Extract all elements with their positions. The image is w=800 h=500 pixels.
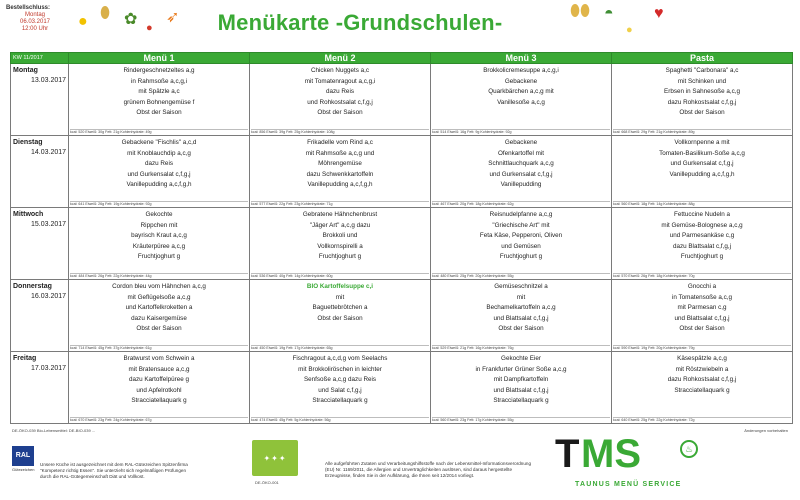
day-row	[11, 64, 793, 136]
dish-line: Vollkornpenne a mit	[674, 139, 730, 146]
dessert-line: Vanillepudding a,c,f,g,h	[307, 181, 373, 188]
dish-line: in Frankfurter Grüner Soße a,c,g	[475, 365, 567, 373]
dish-line: in Tomatensoße a,c,g	[671, 293, 733, 301]
menu-cell	[250, 64, 431, 136]
changes-reserved-note: Änderungen vorbehalten	[744, 428, 788, 433]
dish-line: dazu Rohkostsalat c,f,g,j	[667, 376, 737, 383]
column-header: Menü 1	[69, 53, 250, 64]
dish-line: mit Tomatenragout a,c,g,i	[304, 77, 376, 85]
dish-line: mit	[335, 293, 345, 301]
day-date: 14.03.2017	[31, 149, 67, 156]
dish-line: Bechamelkartoffeln a,c,g	[486, 304, 556, 311]
dessert-line: Stracciatellaquark g	[674, 386, 730, 394]
dessert-line: Fruchtjoghurt g	[680, 253, 724, 260]
dish-line: Vollkornspirelli a	[317, 242, 363, 250]
menu-cell	[431, 136, 612, 208]
brand-logo	[555, 432, 675, 480]
dish-description	[612, 352, 792, 406]
dish-line: und Salat c,f,g,j	[318, 386, 362, 394]
dish-line: mit Rahmsoße a,c,g und	[305, 149, 375, 157]
menu-cell	[612, 352, 793, 424]
dessert-line: Stracciatellaquark g	[312, 397, 368, 404]
cabbage-icon: ✿	[124, 11, 138, 28]
menu-cell	[250, 208, 431, 280]
column-header: Pasta	[612, 53, 793, 64]
dish-line: Möhrengemüse	[318, 160, 362, 167]
dish-description	[250, 136, 430, 201]
dish-line: Rindergeschnetzeltes a,g	[123, 67, 195, 74]
dish-description	[69, 208, 249, 273]
day-row	[11, 280, 793, 352]
day-name: Mittwoch	[13, 211, 44, 218]
menu-cell	[612, 208, 793, 280]
dish-description	[250, 64, 430, 129]
organic-control-note: DE-ÖKO-039 Bio-Lebensmittel: DE-BIO-039 ...	[12, 428, 96, 433]
dish-line: dazu Reis	[144, 160, 173, 167]
dish-line: bayrisch Kraut a,c,g	[131, 232, 187, 239]
menu-cell	[250, 352, 431, 424]
dish-line: mit Knoblauchdip a,c,g	[127, 149, 191, 157]
nutrition-info: kcal: 560 Eiweiß: 23g Fett: 17g Kohlenhydrate: 55g	[432, 417, 610, 423]
dish-description	[69, 280, 249, 345]
dish-description	[69, 352, 249, 417]
dish-line: mit Bratensauce a,c,g	[128, 365, 190, 373]
dish-line: Feta Käse, Pepperoni, Oliven	[479, 232, 563, 239]
dessert-line: Obst der Saison	[679, 109, 725, 116]
menu-cell	[69, 352, 250, 424]
deadline-day: Montag	[24, 12, 45, 18]
dish-line: Brokkoli und	[322, 232, 358, 239]
dish-line: Reisnudelpfanne a,c,g	[489, 211, 553, 218]
deadline-date: 06.03.2017	[19, 19, 51, 25]
nutrition-info: kcal: 467 Eiweiß: 20g Fett: 18g Kohlenhydrate: 62g	[432, 201, 610, 207]
dish-line: Fettuccine Nudeln a	[673, 211, 730, 218]
dish-line: Cordon bleu vom Hähnchen a,c,g	[112, 283, 206, 290]
potato-icon: ⬮	[100, 5, 111, 22]
dish-line: "Griechische Art" mit	[492, 221, 550, 229]
dish-description	[69, 64, 249, 129]
menu-cell	[69, 208, 250, 280]
dish-description	[250, 280, 430, 334]
day-row	[11, 136, 793, 208]
dish-line: dazu Schwenkkartoffeln	[306, 170, 374, 178]
dessert-line: Obst der Saison	[136, 109, 182, 116]
dish-line: und Rohkostsalat c,f,g,j	[307, 98, 373, 106]
dessert-line: Obst der Saison	[136, 325, 182, 332]
day-cell	[11, 280, 69, 352]
dish-line: und Blattsalat c,f,g,j	[674, 314, 730, 322]
dish-line: Chicken Nuggets a,c	[310, 67, 370, 74]
dish-line: dazu Kaisergemüse	[131, 314, 187, 322]
dessert-line: Obst der Saison	[317, 314, 363, 322]
dish-line: dazu Blattsalat c,f,g,j	[672, 242, 732, 250]
bio-control-code: DE-ÖKO-001	[255, 480, 279, 485]
dish-line: Baguettebrötchen a	[312, 304, 368, 311]
dessert-line: Vanillepudding a,c,f,g,h	[669, 170, 735, 178]
dish-line: Erbsen in Sahnesoße a,c,g	[664, 88, 740, 95]
week-label: KW 11/2017	[11, 53, 69, 64]
dish-line: "Jäger Art" a,c,g dazu	[309, 221, 371, 229]
dish-description	[250, 208, 430, 273]
menu-cell	[612, 280, 793, 352]
menu-cell	[250, 280, 431, 352]
dish-line: dazu Reis	[325, 88, 354, 95]
dessert-line: Fruchtjoghurt g	[499, 253, 543, 260]
dish-line: BIO Kartoffelsuppe c,i	[306, 283, 374, 290]
dish-line: mit Schinken und	[677, 77, 727, 85]
nutrition-info: kcal: 520 Eiweiß: 30g Fett: 21g Kohlenhydrate: 49g	[70, 129, 248, 135]
dish-line: Gebackene "Fischlis" a,c,d	[121, 139, 197, 146]
nutrition-info: kcal: 668 Eiweiß: 29g Fett: 21g Kohlenhydrate: 89g	[613, 129, 791, 135]
day-name: Dienstag	[13, 139, 43, 146]
salad-bowl-icon: ◓	[604, 5, 614, 22]
nutrition-info: kcal: 450 Eiweiß: 19g Fett: 17g Kohlenhydrate: 65g	[251, 345, 429, 351]
dessert-line: Obst der Saison	[317, 109, 363, 116]
eu-leaf-icon: ✦✦✦	[263, 453, 287, 463]
dish-line: und Blattsalat c,f,g,j	[493, 314, 549, 322]
nutrition-info: kcal: 641 Eiweiß: 26g Fett: 19g Kohlenhydrate: 92g	[70, 201, 248, 207]
dish-line: mit Röstzwiebeln a	[675, 365, 729, 373]
nutrition-info: kcal: 856 Eiweiß: 39g Fett: 25g Kohlenhydrate: 108g	[251, 129, 429, 135]
dish-line: Quarkbärchen a,c,g mit	[488, 88, 554, 95]
dish-line: Gebackene	[504, 139, 538, 146]
dish-description	[250, 352, 430, 417]
tomato-icon: ●	[146, 22, 153, 34]
brand-letters-ms: MS	[581, 432, 641, 476]
allergen-disclaimer: Alle aufgeführten Zutaten und Verarbeitungshilfsstoffe nach der Lebensmittel-Informationsverordnung (EU) Nr. 1169/2011, die Allergien und Unverträglichkeiten auslösen, sind daraus hergestellte Erzeugnisse, finden Sie in der Aufklärung, die Ihnen seit 12/2014 vorliegt.	[325, 461, 531, 478]
onion-icon: ●	[626, 24, 633, 36]
dessert-line: Vanillepudding a,c,f,g,h	[126, 181, 192, 188]
dessert-line: Fruchtjoghurt g	[137, 253, 181, 260]
ral-logo-sub: Gütezeichen	[12, 467, 35, 472]
dish-line: mit Geflügelsoße a,c,g	[127, 293, 191, 301]
pepper-icon: ♥	[654, 5, 664, 22]
ral-logo: RAL	[12, 446, 34, 466]
nutrition-info: kcal: 480 Eiweiß: 25g Fett: 20g Kohlenhydrate: 55g	[432, 273, 610, 279]
dish-line: in Rahmsoße a,c,g,i	[131, 77, 187, 85]
day-row	[11, 208, 793, 280]
day-date: 15.03.2017	[31, 221, 67, 228]
nutrition-info: kcal: 474 Eiweiß: 45g Fett: 5g Kohlenhydrate: 56g	[251, 417, 429, 423]
carrot-icon: ➶	[166, 9, 180, 26]
day-date: 13.03.2017	[31, 77, 67, 84]
brand-letter-t: T	[555, 432, 580, 476]
day-date: 17.03.2017	[31, 365, 67, 372]
eu-organic-logo	[252, 440, 298, 476]
menu-cell	[69, 136, 250, 208]
day-name: Freitag	[13, 355, 37, 362]
day-cell	[11, 352, 69, 424]
dish-description	[431, 136, 611, 201]
dish-description	[612, 208, 792, 273]
nutrition-info: kcal: 570 Eiweiß: 26g Fett: 18g Kohlenhydrate: 70g	[613, 273, 791, 279]
deadline-time: 12:00 Uhr	[21, 26, 49, 32]
day-cell	[11, 208, 69, 280]
dish-line: dazu Kartoffelpüree g	[128, 376, 190, 383]
dish-line: Bratwurst vom Schwein a	[123, 355, 195, 362]
dish-line: mit Gemüse-Bolognese a,c,g	[661, 221, 743, 229]
menu-cell	[69, 280, 250, 352]
dish-line: und Blattsalat c,f,g,j	[493, 386, 549, 394]
nutrition-info: kcal: 670 Eiweiß: 23g Fett: 24g Kohlenhydrate: 67g	[70, 417, 248, 423]
table-header-row	[11, 53, 793, 64]
dish-line: mit	[516, 293, 526, 301]
dish-description	[431, 64, 611, 118]
dessert-line: Stracciatellaquark g	[131, 397, 187, 404]
dessert-line: Obst der Saison	[679, 325, 725, 332]
dessert-line: Fruchtjoghurt g	[318, 253, 362, 260]
column-header: Menü 3	[431, 53, 612, 64]
nutrition-info: kcal: 714 Eiweiß: 45g Fett: 37g Kohlenhydrate: 61g	[70, 345, 248, 351]
order-deadline	[6, 5, 64, 33]
day-date: 16.03.2017	[31, 293, 67, 300]
day-cell	[11, 64, 69, 136]
dish-description	[612, 280, 792, 345]
dish-line: Gekochte Eier	[501, 355, 541, 362]
menu-cell	[431, 352, 612, 424]
dish-line: Schnittlauchquark a,c,g	[488, 160, 554, 167]
dish-line: Käsespätzle a,c,g	[677, 355, 727, 362]
nutrition-info: kcal: 514 Eiweiß: 16g Fett: 9g Kohlenhydrate: 92g	[432, 129, 610, 135]
dish-line: Senfsoße a,c,g dazu Reis	[303, 376, 377, 383]
day-row	[11, 352, 793, 424]
day-name: Montag	[13, 67, 38, 74]
dish-line: und Gurkensalat c,f,g,j	[670, 160, 734, 167]
dish-line: Vanillesoße a,c,g	[497, 98, 545, 106]
dish-line: Gekochte	[145, 211, 173, 218]
nutrition-info: kcal: 560 Eiweiß: 18g Fett: 14g Kohlenhydrate: 88g	[613, 201, 791, 207]
dish-line: und Gemüsen	[501, 242, 541, 250]
menu-cell	[612, 64, 793, 136]
nutrition-info: kcal: 484 Eiweiß: 26g Fett: 22g Kohlenhydrate: 44g	[70, 273, 248, 279]
dish-description	[69, 136, 249, 201]
dish-line: und Parmesankäse c,g	[669, 232, 735, 239]
menu-cell	[612, 136, 793, 208]
menu-table	[10, 52, 793, 424]
lemon-icon: ●	[78, 13, 88, 30]
dish-line: Gebackene	[504, 77, 538, 85]
page-title: Menükarte -Grundschulen-	[217, 10, 503, 35]
menu-cell	[431, 64, 612, 136]
menu-cell	[431, 208, 612, 280]
deadline-heading: Bestellschluss:	[6, 5, 51, 11]
dish-line: Tomaten-Basilikum-Soße a,c,g	[659, 149, 745, 157]
dish-description	[612, 64, 792, 129]
dish-line: Fischragout a,c,d,g vom Seelachs	[292, 355, 388, 362]
potatoes-icon: ⬮⬮	[570, 3, 591, 20]
dish-line: Kräuterpüree a,c,g	[132, 242, 186, 250]
menu-cell	[69, 64, 250, 136]
dish-line: mit Parmesan c,g	[677, 304, 727, 311]
nutrition-info: kcal: 536 Eiweiß: 40g Fett: 14g Kohlenhydrate: 60g	[251, 273, 429, 279]
dish-line: Spaghetti "Carbonara" a,c	[665, 67, 739, 74]
dish-line: grünem Bohnengemüse f	[123, 98, 195, 106]
dessert-line: Vanillepudding	[500, 181, 542, 188]
dish-line: dazu Rohkostsalat c,f,g,j	[667, 98, 737, 106]
nutrition-info: kcal: 590 Eiweiß: 19g Fett: 20g Kohlenhydrate: 79g	[613, 345, 791, 351]
dish-line: Frikadelle vom Rind a,c	[307, 139, 373, 146]
dish-line: mit Brokkoliröschen in leichter	[298, 365, 382, 373]
dish-line: Gemüseschnitzel a	[494, 283, 548, 290]
dish-line: und Apfelrotkohl	[136, 386, 182, 394]
menu-cell	[250, 136, 431, 208]
dish-description	[431, 280, 611, 345]
nutrition-info: kcal: 640 Eiweiß: 25g Fett: 22g Kohlenhydrate: 72g	[613, 417, 791, 423]
dish-line: Rippchen mit	[140, 221, 178, 229]
dish-line: Gebratene Hähnchenbrust	[302, 211, 378, 218]
chef-hat-icon: ♨	[680, 440, 698, 458]
dish-line: mit Spätzle a,c	[138, 88, 180, 95]
dish-line: und Gurkensalat c,f,g,j	[127, 170, 191, 178]
day-name: Donnerstag	[13, 283, 52, 290]
brand-name: TAUNUS MENÜ SERVICE	[575, 481, 682, 488]
ral-certification-text: Unsere Küche ist ausgezeichnet mit dem RAL-Gütezeichen Spitzenfirma "Kompetenz richtig Essen". Sie unterzieht sich regelmäßigen Prüfungen durch die RAL-Gütegemeinschaft Diät und Vollkost.	[40, 462, 188, 479]
dish-line: Gnocchi a	[687, 283, 717, 290]
dessert-line: Stracciatellaquark g	[493, 397, 549, 404]
dish-line: und Gurkensalat c,f,g,j	[489, 170, 553, 178]
menu-cell	[431, 280, 612, 352]
column-header: Menü 2	[250, 53, 431, 64]
dish-line: mit Dampfkartoffeln	[493, 376, 549, 383]
nutrition-info: kcal: 577 Eiweiß: 22g Fett: 23g Kohlenhydrate: 71g	[251, 201, 429, 207]
dish-line: Brokkolicremesuppe a,c,g,i	[483, 67, 559, 74]
dish-description	[431, 352, 611, 417]
dish-line: Ofenkartoffel mit	[497, 149, 545, 157]
dessert-line: Obst der Saison	[498, 325, 544, 332]
day-cell	[11, 136, 69, 208]
dish-description	[612, 136, 792, 190]
nutrition-info: kcal: 529 Eiweiß: 21g Fett: 16g Kohlenhydrate: 76g	[432, 345, 610, 351]
dish-line: und Kartoffelkroketten a	[125, 304, 193, 311]
dish-description	[431, 208, 611, 273]
